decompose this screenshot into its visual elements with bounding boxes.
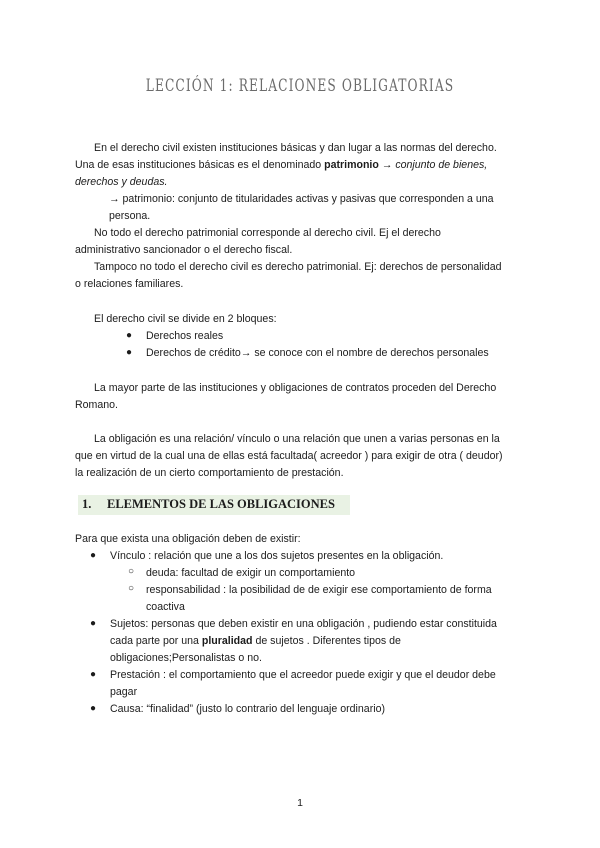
circle-bullet-icon: ○ (128, 566, 135, 577)
bullet-icon: ● (90, 703, 97, 714)
intro-line-6: No todo el derecho patrimonial corresponde al derecho civil. Ej el derecho (94, 227, 441, 239)
intro-line-3: derechos y deudas. (75, 176, 168, 188)
bullet-icon: ● (126, 330, 133, 341)
list-item-sujetos: Sujetos: personas que deben existir en una obligación , pudiendo estar constituida (110, 618, 497, 630)
intro-line-9: o relaciones familiares. (75, 278, 184, 290)
list-item-prestacion: Prestación : el comportamiento que el acreedor puede exigir y que el deudor debe (110, 669, 496, 681)
intro-line-5: persona. (109, 210, 151, 222)
intro-line-2: Una de esas instituciones básicas es el denominado patrimonio → conjunto de bienes, (75, 159, 488, 171)
list-item-sujetos-cont: cada parte por una pluralidad de sujetos . Diferentes tipos de (110, 635, 401, 647)
intro-line-7: administrativo sancionador o el derecho fiscal. (75, 244, 293, 256)
section-number: 1. (82, 497, 92, 511)
roman-line-2: Romano. (75, 399, 118, 411)
roman-line-1: La mayor parte de las instituciones y obligaciones de contratos proceden del Derecho (94, 382, 497, 394)
bullet-icon: ● (90, 669, 97, 680)
circle-bullet-icon: ○ (128, 583, 135, 594)
blocks-intro: El derecho civil se divide en 2 bloques: (94, 313, 277, 325)
sub-item-responsabilidad: responsabilidad : la posibilidad de de exigir ese comportamiento de forma (146, 584, 492, 596)
intro-line-4: → patrimonio: conjunto de titularidades activas y pasivas que corresponden a una (109, 193, 494, 205)
list-item-sujetos-cont2: obligaciones;Personalistas o no. (110, 652, 262, 664)
intro-line-1: En el derecho civil existen instituciones básicas y dan lugar a las normas del derecho. (94, 142, 497, 154)
list-item: Derechos de crédito→ se conoce con el nombre de derechos personales (146, 347, 489, 359)
list-item: Derechos reales (146, 330, 224, 342)
sub-item-responsabilidad-cont: coactiva (146, 601, 185, 613)
elements-intro: Para que exista una obligación deben de existir: (75, 533, 301, 545)
list-item-vinculo: Vínculo : relación que une a los dos sujetos presentes en la obligación. (110, 550, 444, 562)
obligacion-line-3: la realización de un cierto comportamiento de prestación. (75, 467, 344, 479)
bullet-icon: ● (90, 618, 97, 629)
list-item-causa: Causa: “finalidad” (justo lo contrario del lenguaje ordinario) (110, 703, 385, 715)
bullet-icon: ● (90, 550, 97, 561)
bullet-icon: ● (126, 347, 133, 358)
page-number: 1 (297, 797, 303, 809)
obligacion-line-2: que en virtud de la cual una de ellas está facultada( acreedor ) para exigir de otra ( deudor) (75, 450, 503, 462)
obligacion-line-1: La obligación es una relación/ vínculo o una relación que unen a varias personas en la (94, 433, 500, 445)
sub-item-deuda: deuda: facultad de exigir un comportamiento (146, 567, 356, 579)
section-title: ELEMENTOS DE LAS OBLIGACIONES (107, 497, 335, 511)
intro-line-8: Tampoco no todo el derecho civil es derecho patrimonial. Ej: derechos de personalidad (94, 261, 502, 273)
list-item-prestacion-cont: pagar (110, 686, 138, 698)
page-title: LECCIÓN 1: RELACIONES OBLIGATORIAS (145, 76, 455, 96)
